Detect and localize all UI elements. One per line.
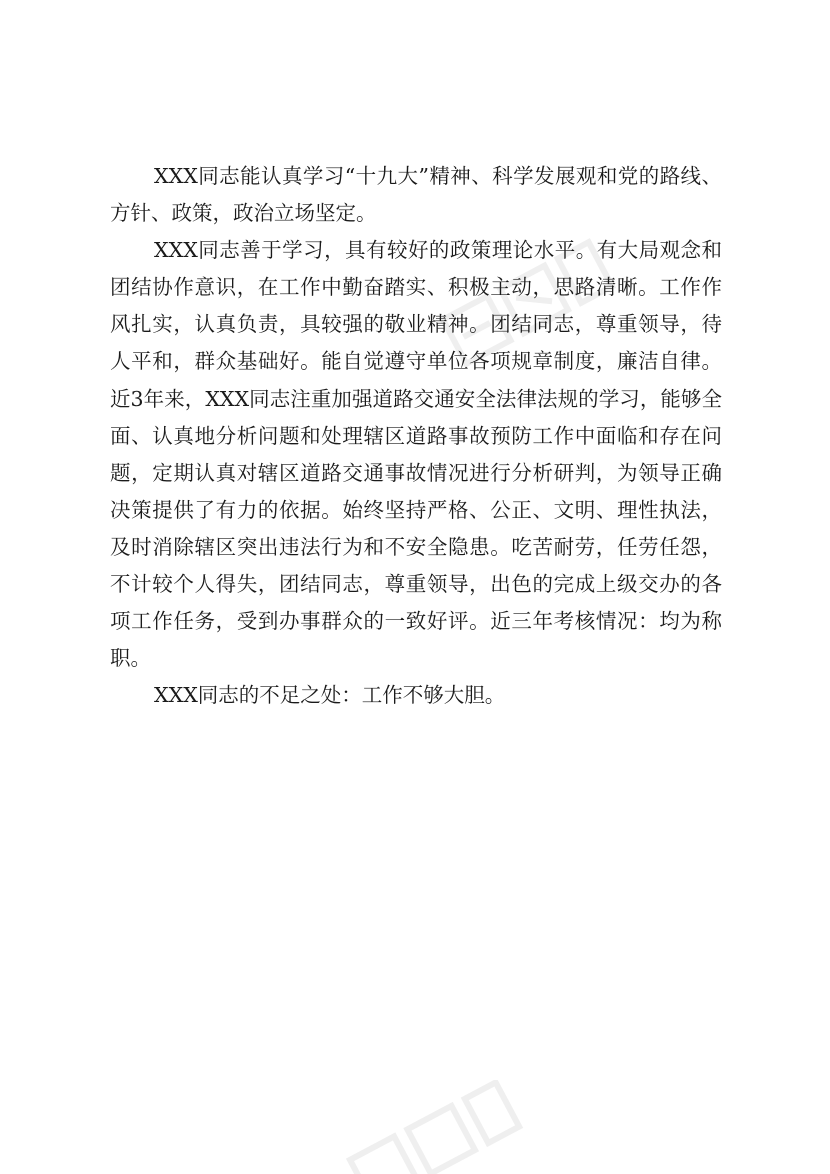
paragraph-political-stance: XXX同志能认真学习“十九大”精神、科学发展观和党的路线、方针、政策，政治立场坚定。	[110, 164, 722, 226]
paragraph-shortcomings: XXX同志的不足之处：工作不够大胆。	[154, 683, 506, 708]
watermark-stamp-icon-bottom	[330, 1080, 530, 1174]
paragraph-work-performance: XXX同志善于学习，具有较好的政策理论水平。有大局观念和团结协作意识，在工作中勤奋踏实、积极主动，思路清晰。工作作风扎实，认真负责，具较强的敬业精神。团结同志，尊重领导，待人平和，群众基础好。能自觉遵守单位各项规章制度，廉洁自律。近3年来，XXX同志注重加强道路交通安全法律法规的学习，能够全面、认真地分析问题和处理辖区道路事故预防工作中面临和存在问题，定期认真对辖区道路交通事故情况进行分析研判，为领导正确决策提供了有力的依据。始终坚持严格、公正、文明、理性执法，及时消除辖区突出违法行为和不安全隐患。吃苦耐劳，任劳任怨，不计较个人得失，团结同志，尊重领导，出色的完成上级交办的各项工作任务，受到办事群众的一致好评。近三年考核情况：均为称职。	[110, 238, 722, 671]
document-body	[110, 158, 722, 714]
